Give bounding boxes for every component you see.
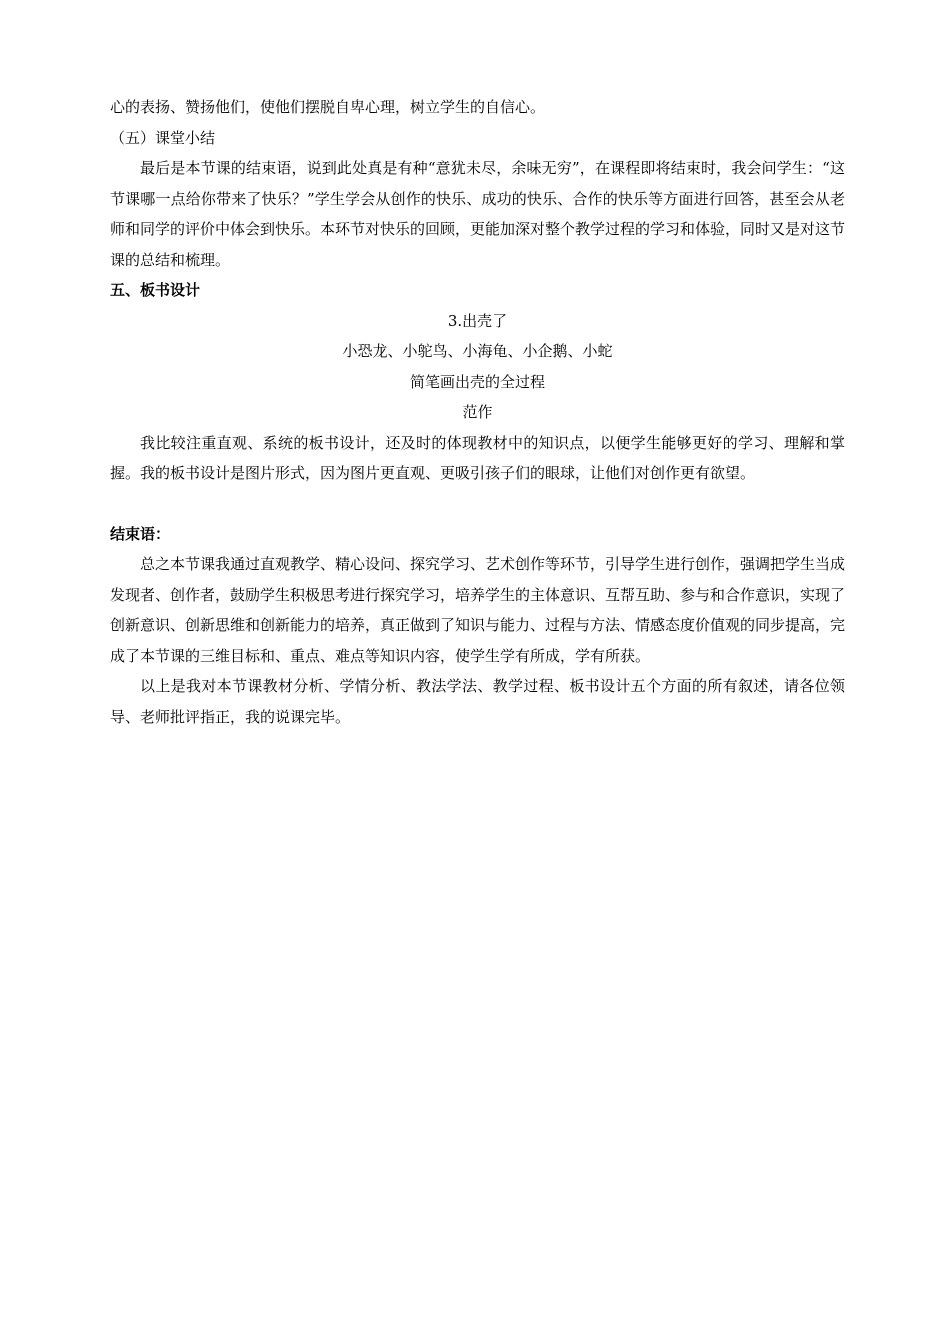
board-line-example: 范作: [462, 403, 493, 421]
document-page: [110, 92, 845, 732]
board-design-heading: 五、板书设计: [110, 281, 201, 299]
section-spacer: [110, 489, 845, 519]
board-line-animals: 小恐龙、小鸵鸟、小海龟、小企鹅、小蛇: [342, 342, 613, 360]
closing-heading: 结束语：: [110, 524, 171, 543]
summary-paragraph: 最后是本节课的结束语，说到此处真是有种“意犹未尽，余味无穷”，在课程即将结束时，我会问学生：“这节课哪一点给你带来了快乐？”学生学会从创作的快乐、成功的快乐、合作的快乐等方面进行回答，甚至会从老师和同学的评价中体会到快乐。本环节对快乐的回顾，更能加深对整个教学过程的学习和体验，同时又是对这节课的总结和梳理。: [110, 159, 846, 269]
closing-paragraph-1: 总之本节课我通过直观教学、精心设问、探究学习、艺术创作等环节，引导学生进行创作，强调把学生当成发现者、创作者，鼓励学生积极思考进行探究学习，培养学生的主体意识、互帮互助、参与和合作意识，实现了创新意识、创新思维和创新能力的培养，真正做到了知识与能力、过程与方法、情感态度价值观的同步提高，完成了本节课的三维目标和、重点、难点等知识内容，使学生学有所成，学有所获。: [110, 555, 846, 665]
carry-over-line: 心的表扬、赞扬他们，使他们摆脱自卑心理，树立学生的自信心。: [110, 98, 546, 116]
summary-heading: （五）课堂小结: [110, 128, 216, 147]
closing-paragraph-2: 以上是我对本节课教材分析、学情分析、教法学法、教学过程、板书设计五个方面的所有叙述，请各位领导、老师批评指正，我的说课完毕。: [110, 677, 845, 726]
board-design-paragraph: 我比较注重直观、系统的板书设计，还及时的体现教材中的知识点，以便学生能够更好的学习、理解和掌握。我的板书设计是图片形式，因为图片更直观、更吸引孩子们的眼球，让他们对创作更有欲望。: [110, 433, 845, 482]
board-line-process: 简笔画出壳的全过程: [409, 372, 545, 391]
board-line-title: 3.出壳了: [447, 311, 508, 330]
